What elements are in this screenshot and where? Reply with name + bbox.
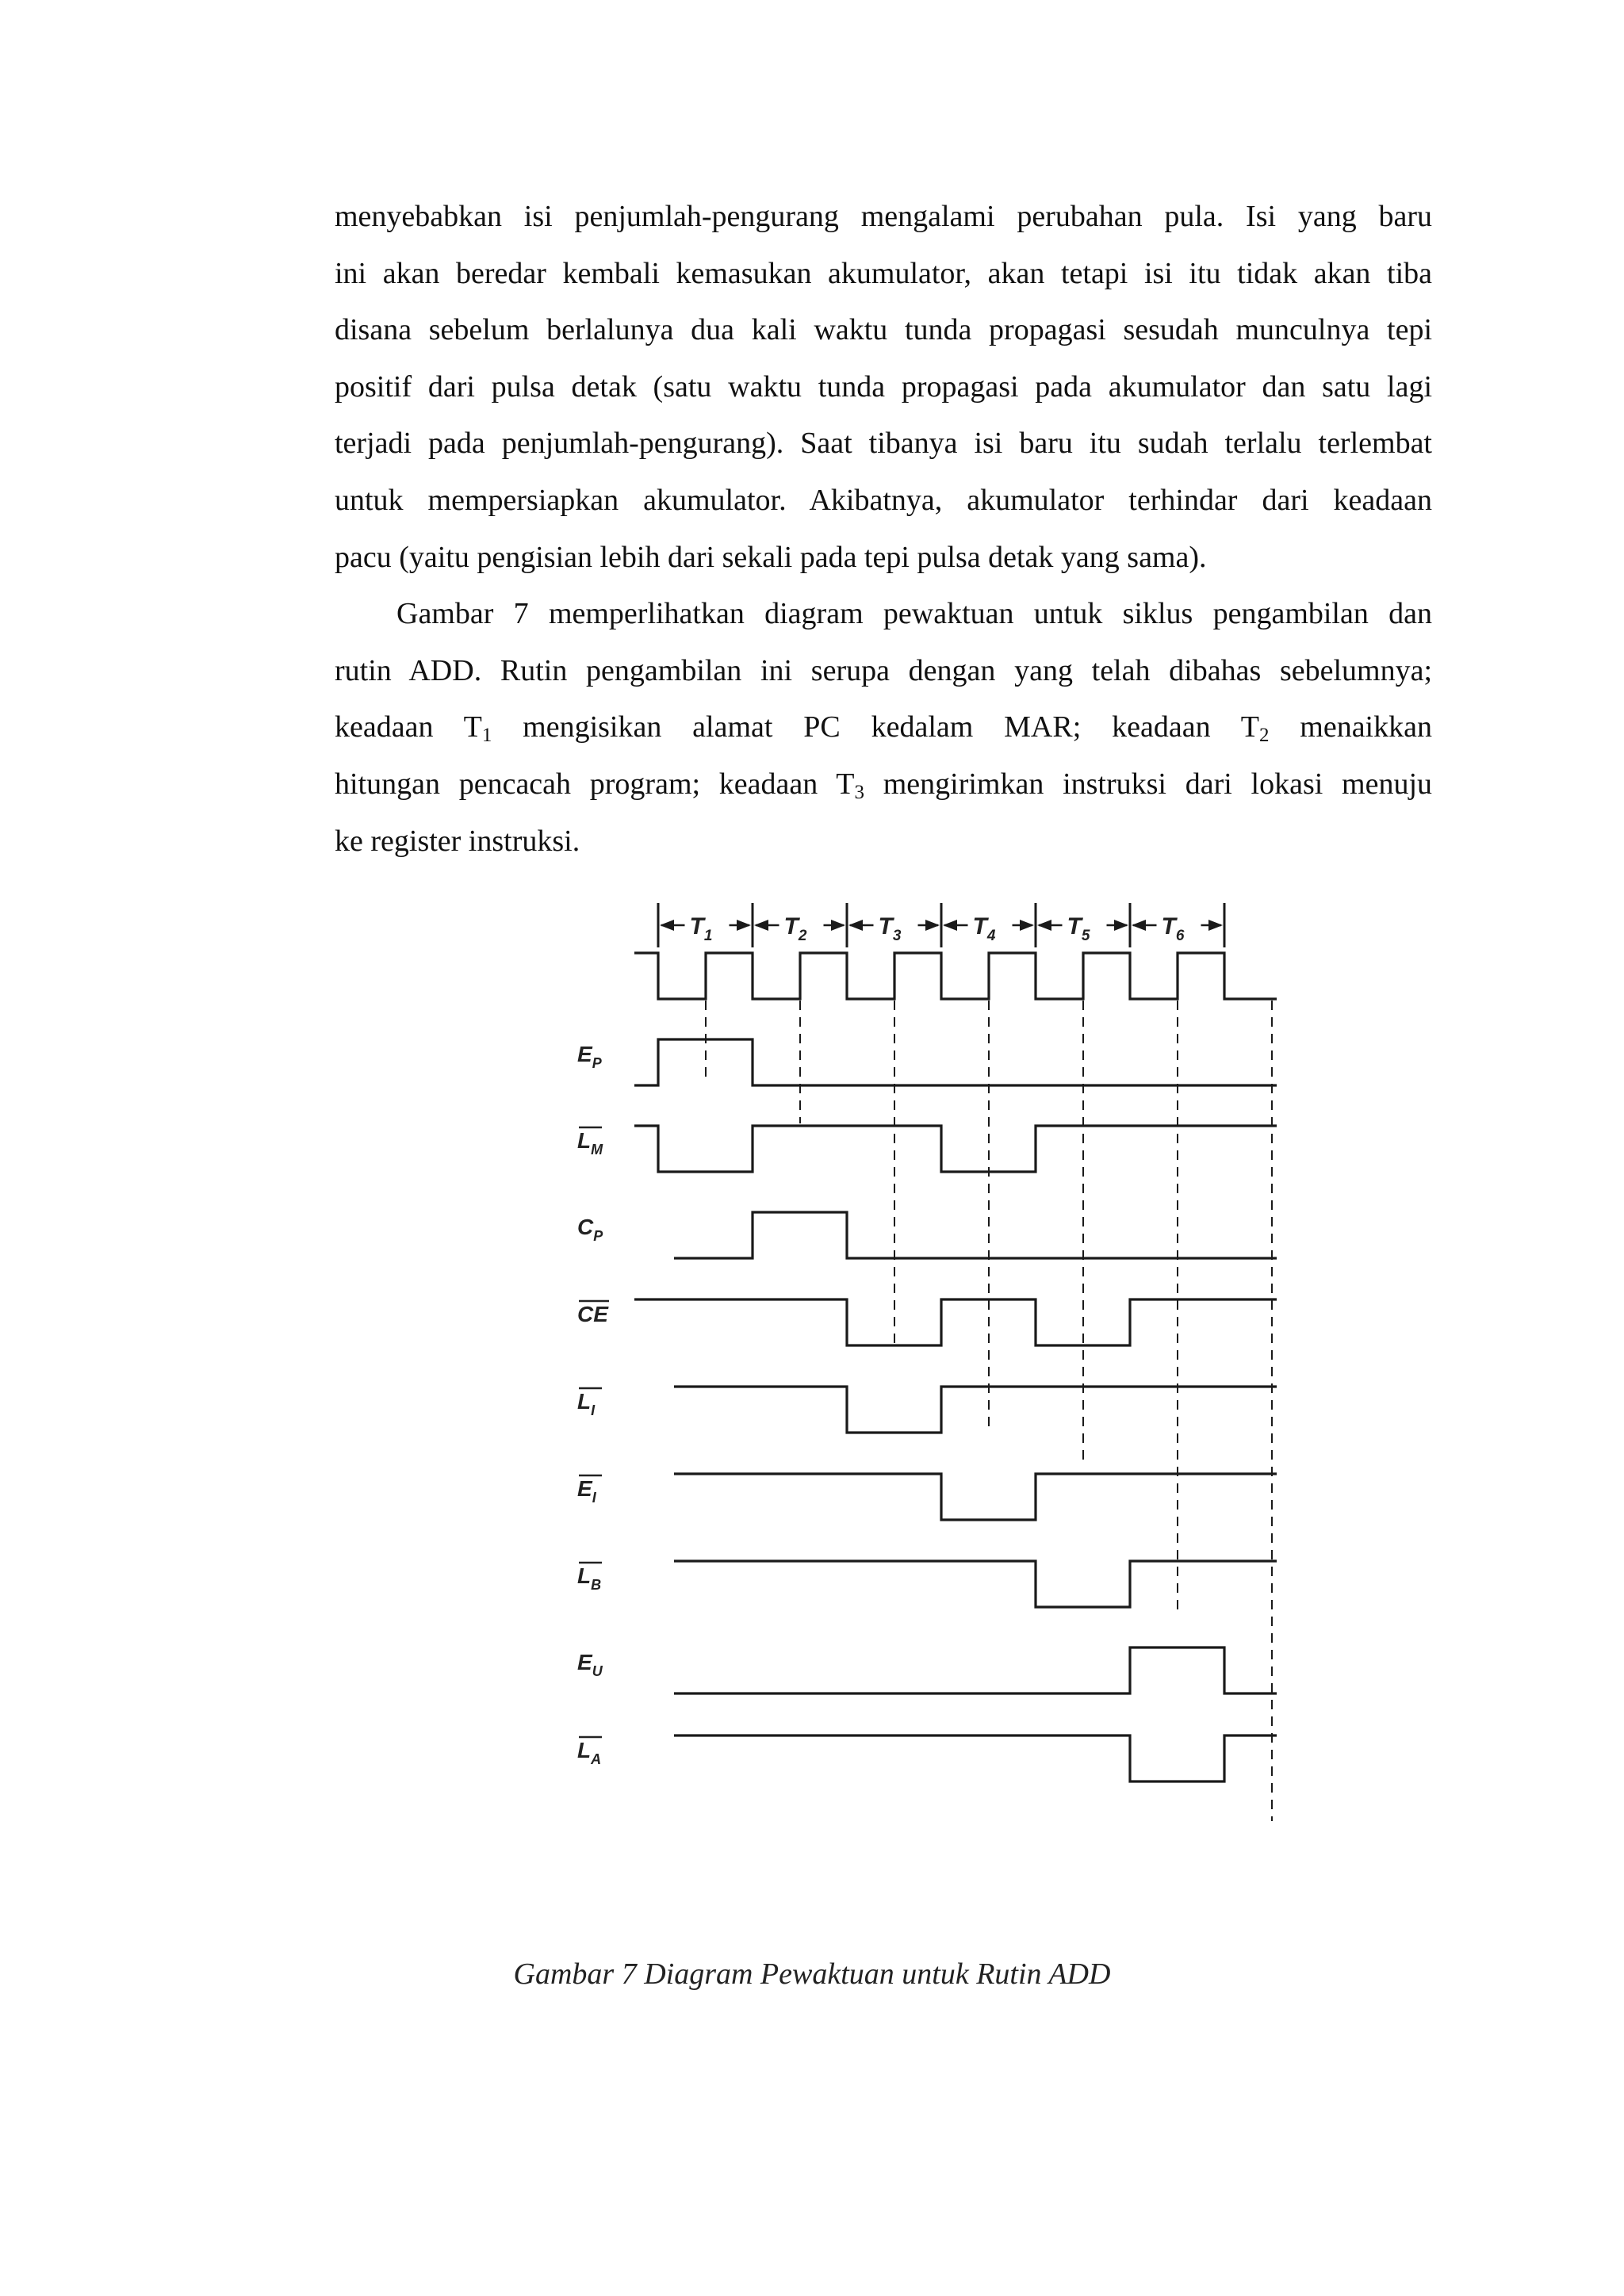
- signal-label: $C_P$: [577, 1215, 603, 1244]
- arrowhead-right: [925, 920, 940, 931]
- signal-label: $L_M$: [577, 1128, 603, 1158]
- signal-labels: [577, 1042, 609, 1767]
- arrowhead-left: [1132, 920, 1146, 931]
- text-segment: keadaan T: [335, 710, 482, 744]
- text-line: positif dari pulsa detak (satu waktu tunda propagasi pada akumulator dan satu lagi: [335, 369, 1432, 404]
- signal-waveform: [634, 1126, 1277, 1172]
- signal-label: $L_I$: [577, 1389, 596, 1418]
- signal-waveform: [674, 1647, 1277, 1693]
- state-label: $T_2$: [783, 913, 807, 944]
- text-line: menyebabkan isi penjumlah-pengurang mengalami perubahan pula. Isi yang baru: [335, 200, 1432, 233]
- body-text: [335, 189, 1432, 870]
- arrowhead-left: [848, 920, 863, 931]
- text-line: Gambar 7 memperlihatkan diagram pewaktuan untuk siklus pengambilan dan: [396, 597, 1432, 631]
- state-label: $T_4$: [972, 913, 996, 944]
- text-segment: mengisikan alamat PC kedalam MAR; keadaan T: [492, 710, 1259, 744]
- text-line-with-subscripts: [335, 699, 1432, 756]
- text-segment: mengirimkan instruksi dari lokasi menuju: [864, 767, 1433, 801]
- text-line: rutin ADD. Rutin pengambilan ini serupa dengan yang telah dibahas sebelumnya;: [335, 653, 1432, 687]
- figure-caption: Gambar 7 Diagram Pewaktuan untuk Rutin ADD: [513, 1957, 1111, 1991]
- signal-waveform: [634, 1039, 1277, 1085]
- text-line: disana sebelum berlalunya dua kali waktu tunda propagasi sesudah munculnya tepi: [335, 313, 1432, 347]
- arrowhead-right: [831, 920, 845, 931]
- signal-label: $E_U$: [577, 1650, 603, 1679]
- subscript: 1: [481, 725, 492, 747]
- state-label: $T_1$: [689, 913, 713, 944]
- timing-guide-lines: [706, 1001, 1272, 1821]
- clock-waveform: [634, 953, 1277, 999]
- text-line: ini akan beredar kembali kemasukan akumulator, akan tetapi isi itu tidak akan tiba: [335, 256, 1432, 290]
- signal-waveform: [674, 1387, 1277, 1433]
- state-label: $T_3$: [878, 913, 902, 944]
- timing-diagram: [476, 882, 1308, 1912]
- text-line: terjadi pada penjumlah-pengurang). Saat tibanya isi baru itu sudah terlalu terlembat: [335, 427, 1432, 461]
- arrowhead-right: [1208, 920, 1223, 931]
- signal-label: $E_P$: [577, 1042, 602, 1071]
- state-period-markers: [658, 903, 1224, 947]
- signal-waveform: [674, 1474, 1277, 1520]
- signal-waveforms: [634, 953, 1277, 1781]
- signal-waveform: [674, 1212, 1277, 1258]
- arrowhead-right: [1114, 920, 1128, 931]
- arrowhead-left: [660, 920, 674, 931]
- arrowhead-left: [1037, 920, 1051, 931]
- text-line: pacu (yaitu pengisian lebih dari sekali pada tepi pulsa detak yang sama).: [335, 540, 1207, 574]
- signal-waveform: [634, 1299, 1277, 1345]
- arrowhead-left: [943, 920, 957, 931]
- text-line: ke register instruksi.: [335, 824, 580, 858]
- signal-waveform: [674, 1561, 1277, 1607]
- state-label: $T_5$: [1067, 913, 1090, 944]
- arrowhead-right: [737, 920, 751, 931]
- arrowhead-right: [1020, 920, 1034, 931]
- signal-label: CE: [577, 1302, 608, 1326]
- signal-label: $L_B$: [577, 1563, 602, 1593]
- state-label: $T_6$: [1161, 913, 1185, 944]
- subscript: 3: [854, 781, 865, 803]
- text-segment: hitungan pencacah program; keadaan T: [335, 767, 855, 801]
- signal-waveform: [674, 1735, 1277, 1781]
- text-line: untuk mempersiapkan akumulator. Akibatnya, akumulator terhindar dari keadaan: [335, 483, 1432, 517]
- signal-label: $L_A$: [577, 1738, 602, 1767]
- signal-label: $E_I$: [577, 1476, 596, 1506]
- text-line-with-subscripts: [335, 756, 1432, 813]
- subscript: 2: [1258, 725, 1270, 747]
- arrowhead-left: [754, 920, 768, 931]
- text-segment: menaikkan: [1269, 710, 1432, 744]
